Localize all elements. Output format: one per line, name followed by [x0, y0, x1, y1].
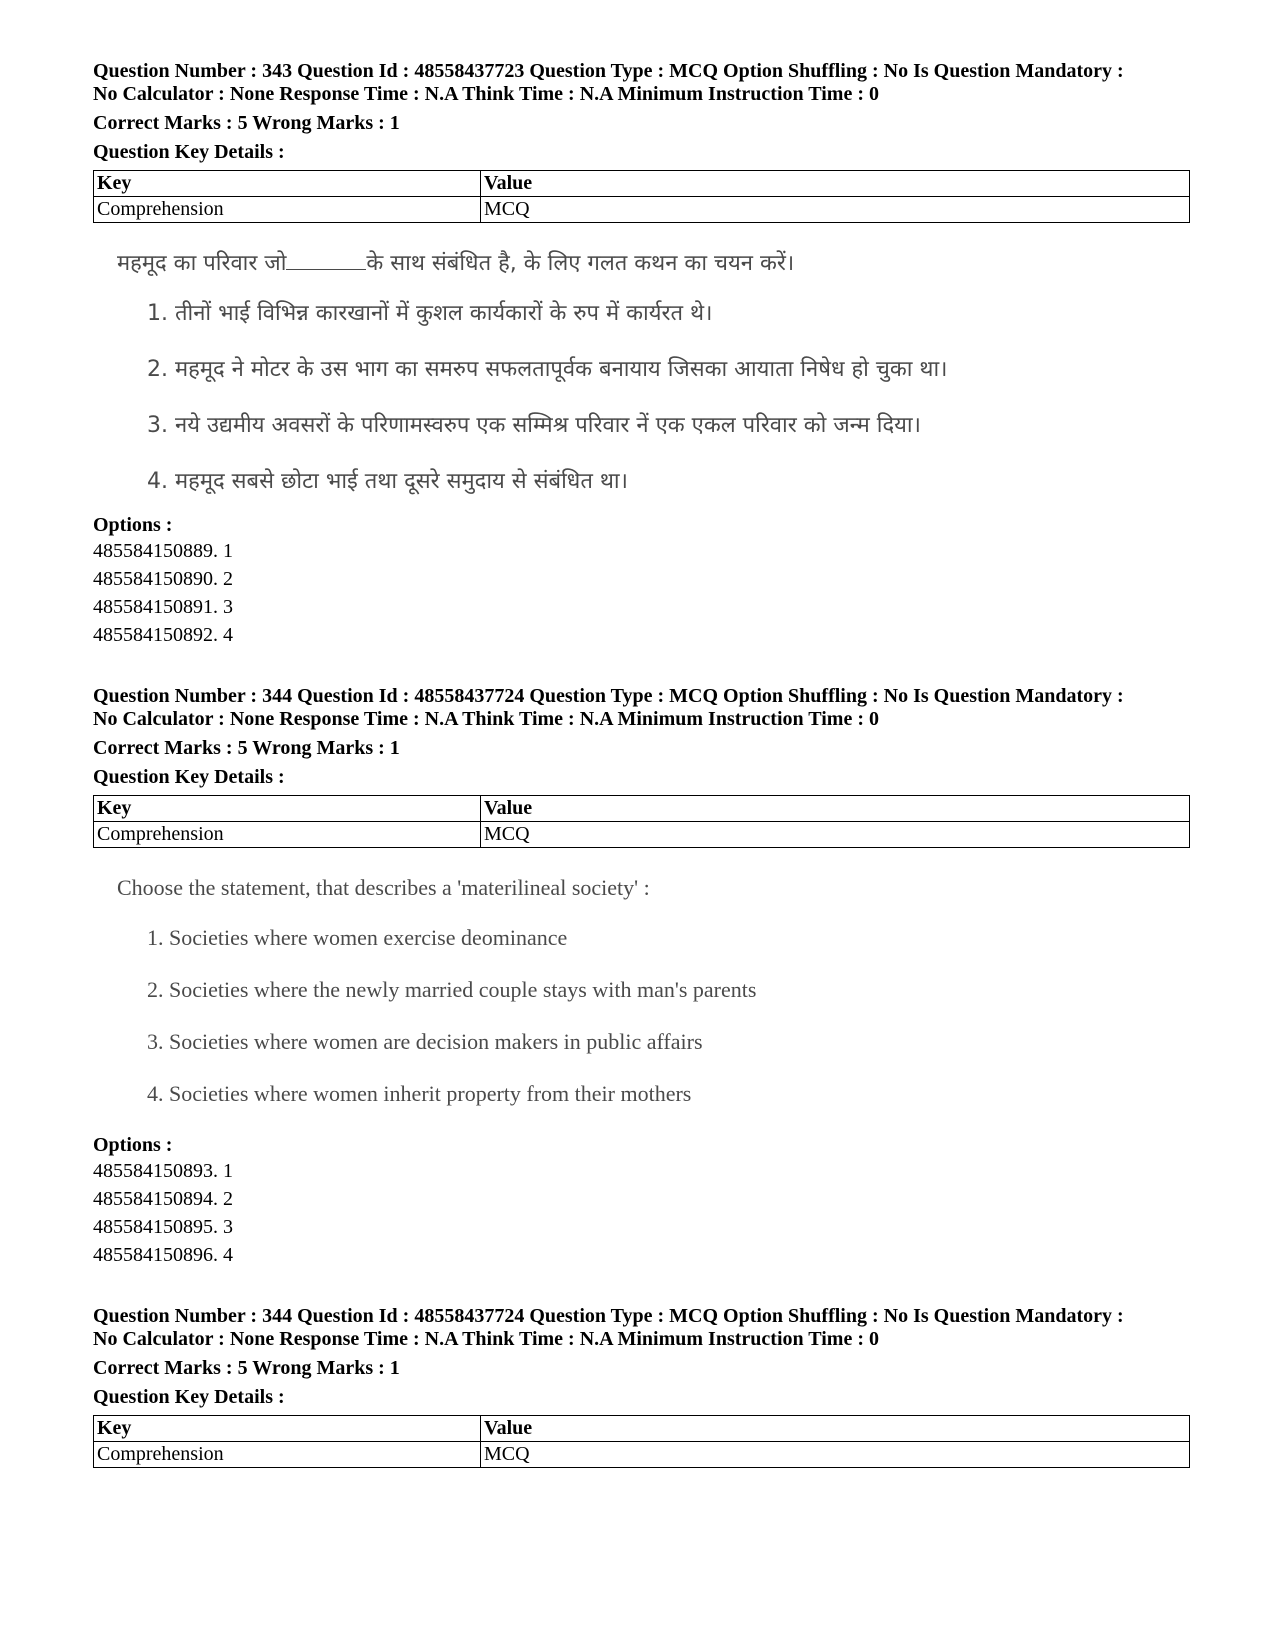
key-details-label: Question Key Details :	[93, 1386, 285, 1408]
question-text-before-blank: महमूद का परिवार जो	[117, 251, 287, 276]
key-details-table	[93, 170, 1190, 223]
question-block-344	[93, 685, 1190, 1269]
option-item-1: 485584150889. 1	[93, 540, 233, 562]
fill-blank	[286, 249, 366, 270]
value-cell: MCQ	[481, 1442, 1190, 1468]
key-cell: Comprehension	[94, 197, 481, 223]
option-item-2: 485584150894. 2	[93, 1188, 233, 1210]
value-cell: MCQ	[481, 197, 1190, 223]
question-header-line2: No Calculator : None Response Time : N.A Think Time : N.A Minimum Instruction Time : 0	[93, 708, 879, 730]
key-header-cell: Key	[94, 796, 481, 822]
table-header-row	[94, 1416, 1190, 1442]
question-header-line2: No Calculator : None Response Time : N.A Think Time : N.A Minimum Instruction Time : 0	[93, 1328, 879, 1350]
question-header-line2: No Calculator : None Response Time : N.A Think Time : N.A Minimum Instruction Time : 0	[93, 83, 879, 105]
statement-2: 2. Societies where the newly married couple stays with man's parents	[147, 977, 757, 1002]
key-cell: Comprehension	[94, 822, 481, 848]
options-label: Options :	[93, 1134, 173, 1156]
key-details-table	[93, 1415, 1190, 1468]
marks-line: Correct Marks : 5 Wrong Marks : 1	[93, 112, 400, 134]
option-item-1: 485584150893. 1	[93, 1160, 233, 1182]
question-header-line1: Question Number : 344 Question Id : 48558437724 Question Type : MCQ Option Shuffling : No Is Question Mandatory :	[93, 1305, 1124, 1327]
key-details-table	[93, 795, 1190, 848]
question-header-line1: Question Number : 343 Question Id : 48558437723 Question Type : MCQ Option Shuffling : No Is Question Mandatory :	[93, 60, 1124, 82]
key-header-cell: Key	[94, 171, 481, 197]
marks-line: Correct Marks : 5 Wrong Marks : 1	[93, 737, 400, 759]
value-cell: MCQ	[481, 822, 1190, 848]
option-item-2: 485584150890. 2	[93, 568, 233, 590]
question-block-343	[93, 60, 1190, 649]
document-page	[93, 60, 1190, 1468]
key-details-label: Question Key Details :	[93, 141, 285, 163]
question-text	[117, 249, 1190, 278]
option-item-3: 485584150891. 3	[93, 596, 233, 618]
key-details-label: Question Key Details :	[93, 766, 285, 788]
value-header-cell: Value	[481, 171, 1190, 197]
table-header-row	[94, 796, 1190, 822]
option-item-4: 485584150896. 4	[93, 1244, 233, 1266]
key-header-cell: Key	[94, 1416, 481, 1442]
value-header-cell: Value	[481, 1416, 1190, 1442]
value-header-cell: Value	[481, 796, 1190, 822]
question-text-after-blank: के साथ संबंधित है, के लिए गलत कथन का चयन करें।	[366, 251, 795, 276]
statement-4: 4. Societies where women inherit property from their mothers	[147, 1081, 692, 1106]
statement-3: 3. Societies where women are decision makers in public affairs	[147, 1029, 703, 1054]
statement-4: 4. महमूद सबसे छोटा भाई तथा दूसरे समुदाय से संबंधित था।	[147, 469, 628, 494]
table-row	[94, 197, 1190, 223]
question-header-line1: Question Number : 344 Question Id : 48558437724 Question Type : MCQ Option Shuffling : No Is Question Mandatory :	[93, 685, 1124, 707]
statement-2: 2. महमूद ने मोटर के उस भाग का समरुप सफलतापूर्वक बनायाय जिसका आयाता निषेध हो चुका था।	[147, 357, 948, 382]
marks-line: Correct Marks : 5 Wrong Marks : 1	[93, 1357, 400, 1379]
statement-3: 3. नये उद्यमीय अवसरों के परिणामस्वरुप एक सम्मिश्र परिवार नें एक एकल परिवार को जन्म दिया।	[147, 413, 921, 438]
key-cell: Comprehension	[94, 1442, 481, 1468]
table-header-row	[94, 171, 1190, 197]
question-content	[117, 249, 1190, 496]
options-label: Options :	[93, 514, 173, 536]
statement-1: 1. Societies where women exercise deominance	[147, 925, 568, 950]
question-content	[117, 874, 1190, 1108]
option-item-3: 485584150895. 3	[93, 1216, 233, 1238]
question-text: Choose the statement, that describes a 'materilineal society' :	[117, 875, 650, 900]
statement-1: 1. तीनों भाई विभिन्न कारखानों में कुशल कार्यकारों के रुप में कार्यरत थे।	[147, 301, 713, 326]
table-row	[94, 822, 1190, 848]
table-row	[94, 1442, 1190, 1468]
question-block-344-repeat	[93, 1305, 1190, 1468]
option-item-4: 485584150892. 4	[93, 624, 233, 646]
